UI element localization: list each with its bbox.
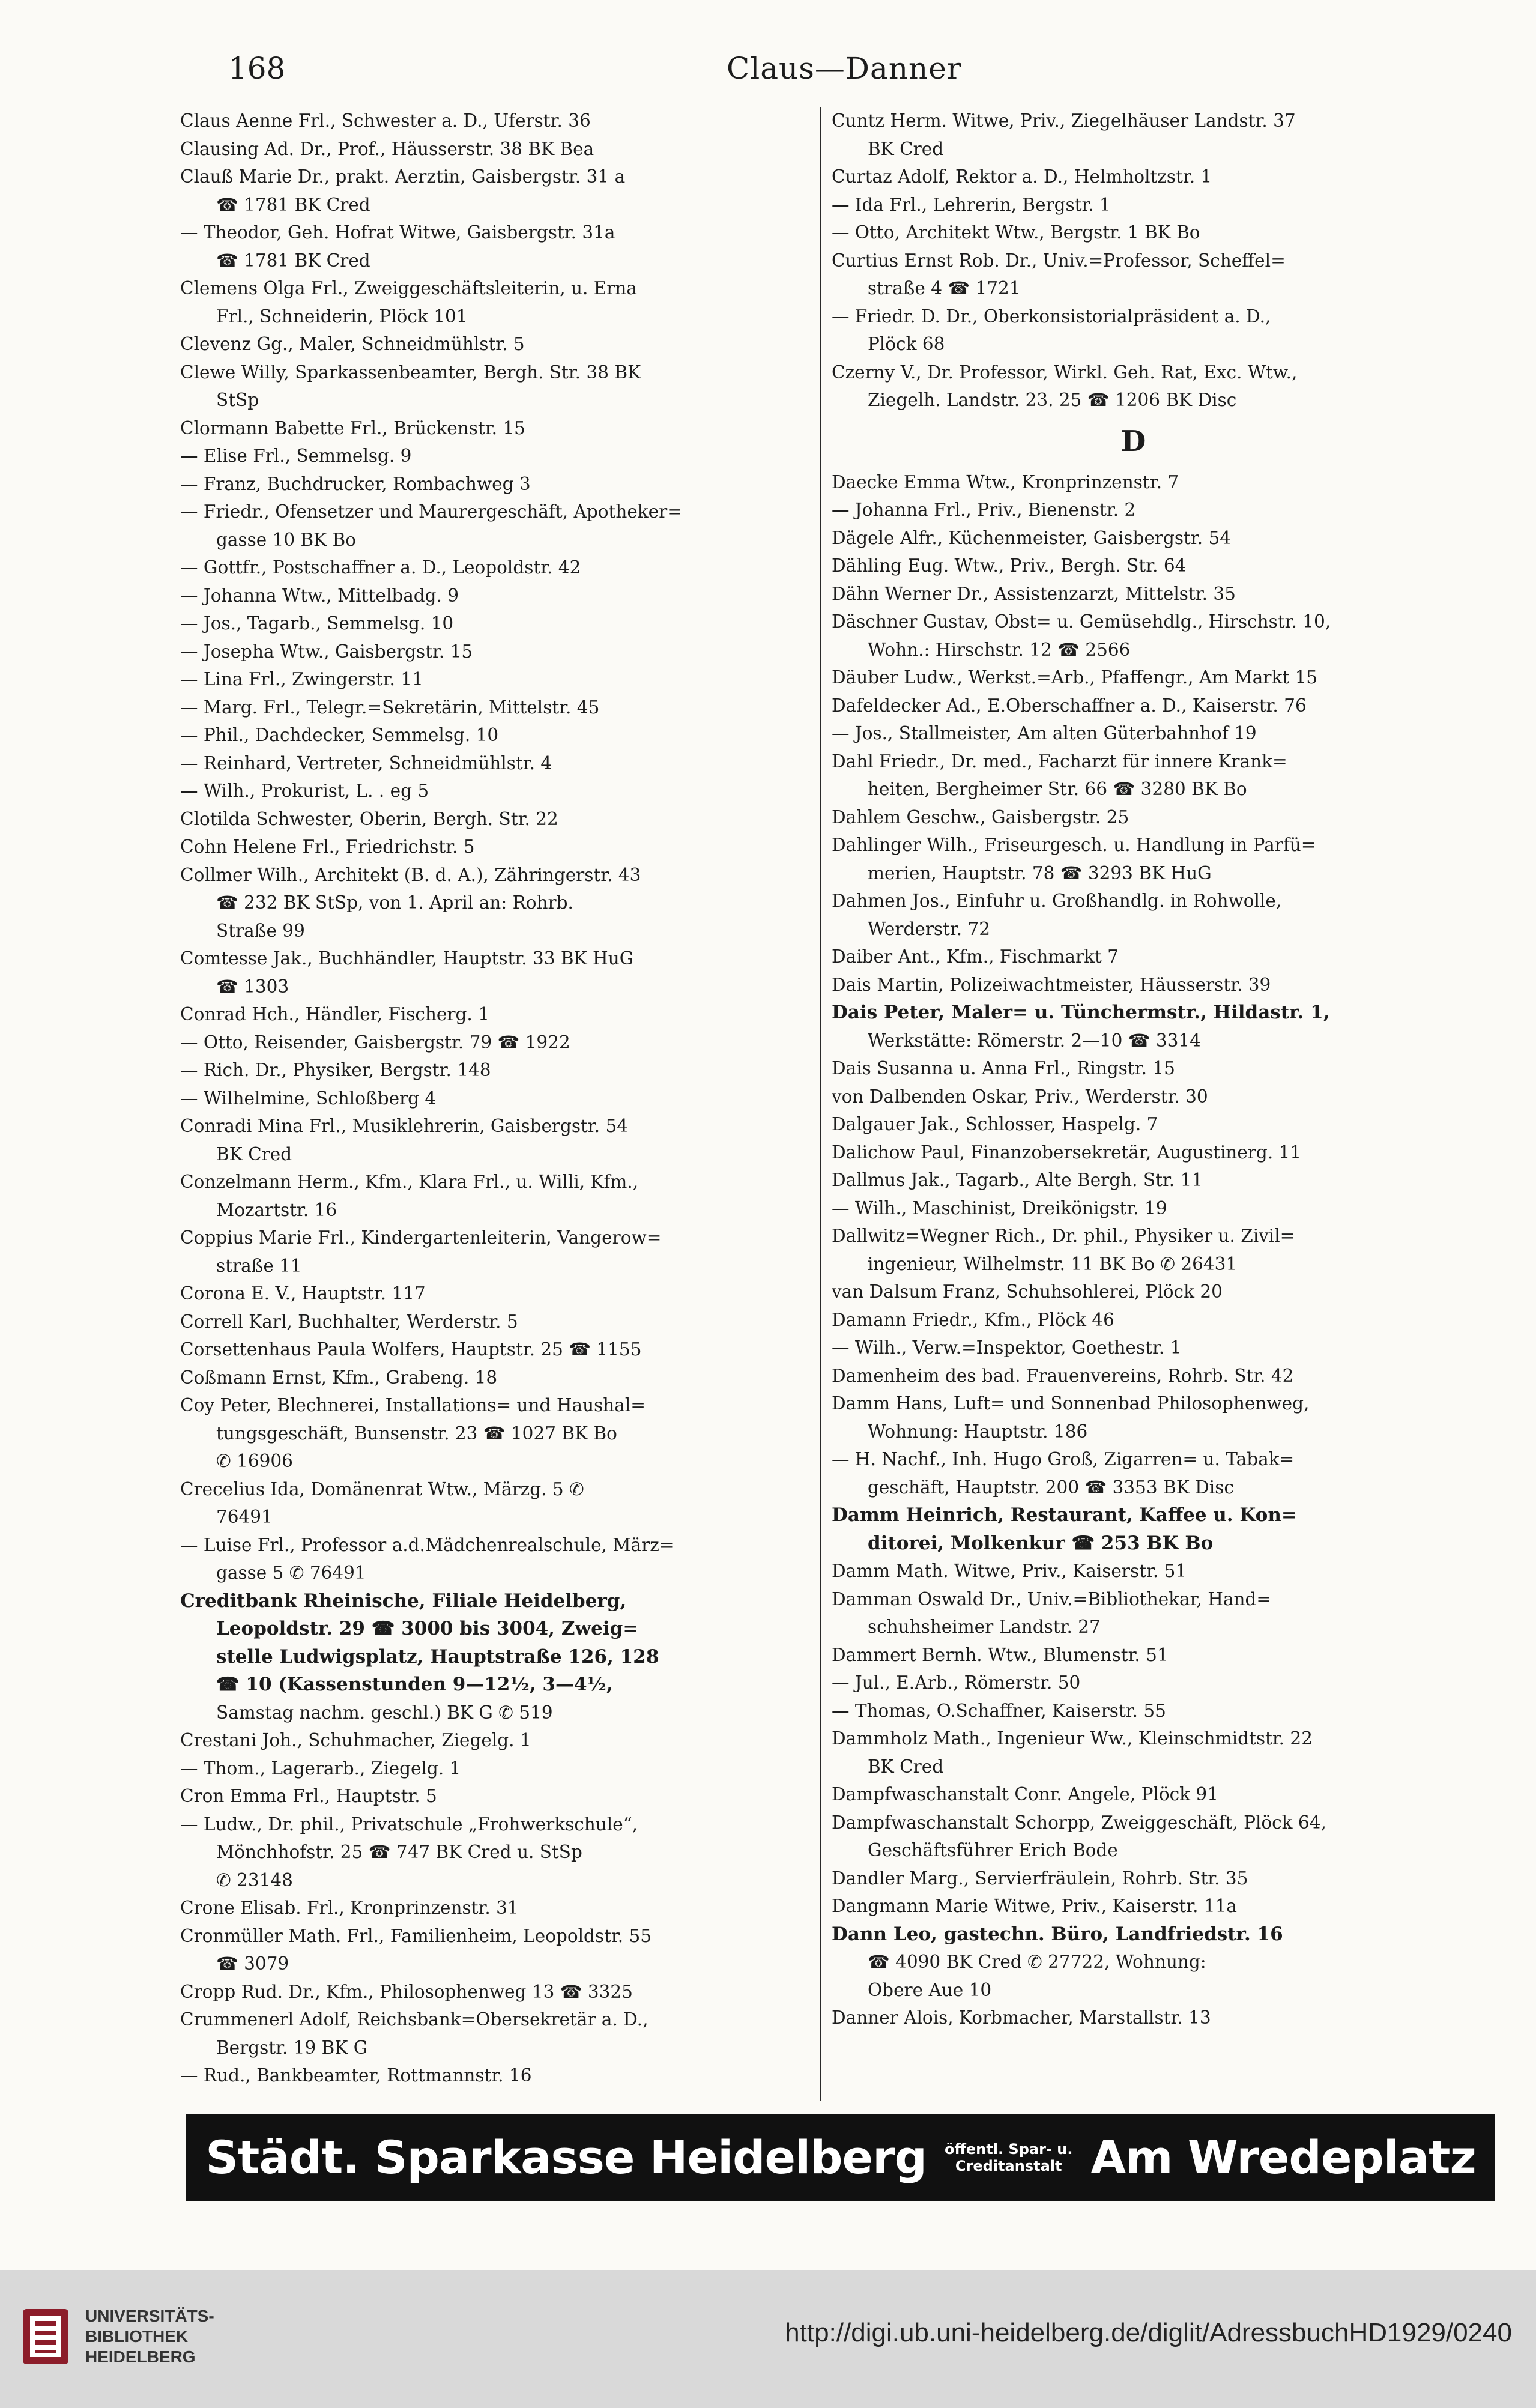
directory-entry: Straße 99 bbox=[216, 920, 305, 941]
directory-entry: Claus Aenne Frl., Schwester a. D., Uferstr. 36 bbox=[180, 110, 591, 131]
directory-entry: Dahlinger Wilh., Friseurgesch. u. Handlung in Parfü= bbox=[832, 835, 1316, 855]
directory-entry: ☎ 1781 BK Cred bbox=[216, 194, 370, 215]
directory-entry: Clausing Ad. Dr., Prof., Häusserstr. 38 BK Bea bbox=[180, 138, 594, 159]
directory-entry: — Jos., Stallmeister, Am alten Güterbahnhof 19 bbox=[832, 723, 1257, 743]
directory-entry: — Johanna Wtw., Mittelbadg. 9 bbox=[180, 585, 459, 606]
banner-title: Städt. Sparkasse Heidelberg bbox=[205, 2131, 927, 2184]
directory-entry: — Josepha Wtw., Gaisbergstr. 15 bbox=[180, 641, 473, 662]
directory-entry: Conrad Hch., Händler, Fischerg. 1 bbox=[180, 1004, 489, 1024]
directory-entry: Cronmüller Math. Frl., Familienheim, Leopoldstr. 55 bbox=[180, 1925, 652, 1946]
directory-entry: Ziegelh. Landstr. 23. 25 ☎ 1206 BK Disc bbox=[868, 390, 1237, 410]
directory-entry: gasse 10 BK Bo bbox=[216, 529, 357, 550]
directory-entry: — Franz, Buchdrucker, Rombachweg 3 bbox=[180, 473, 531, 494]
directory-entry: — Rich. Dr., Physiker, Bergstr. 148 bbox=[180, 1060, 491, 1080]
directory-entry: Leopoldstr. 29 ☎ 3000 bis 3004, Zweig= bbox=[216, 1618, 639, 1639]
directory-entry: ☎ 4090 BK Cred ✆ 27722, Wohnung: bbox=[868, 1952, 1206, 1972]
directory-entry: Dahmen Jos., Einfuhr u. Großhandlg. in Rohwolle, bbox=[832, 891, 1282, 911]
directory-entry: Crestani Joh., Schuhmacher, Ziegelg. 1 bbox=[180, 1730, 531, 1750]
directory-entry: Dalgauer Jak., Schlosser, Haspelg. 7 bbox=[832, 1114, 1158, 1134]
directory-entry: — Ida Frl., Lehrerin, Bergstr. 1 bbox=[832, 194, 1111, 215]
directory-entry: Dais Martin, Polizeiwachtmeister, Häusserstr. 39 bbox=[832, 974, 1271, 995]
directory-entry: — Wilhelmine, Schloßberg 4 bbox=[180, 1088, 437, 1109]
directory-entry: Wohnung: Hauptstr. 186 bbox=[868, 1421, 1088, 1442]
directory-entry: Damm Hans, Luft= und Sonnenbad Philosophenweg, bbox=[832, 1393, 1310, 1414]
directory-entry: Däschner Gustav, Obst= u. Gemüsehdlg., Hirschstr. 10, bbox=[832, 611, 1331, 632]
directory-entry: — Phil., Dachdecker, Semmelsg. 10 bbox=[180, 725, 499, 745]
directory-entry: Dampfwaschanstalt Conr. Angele, Plöck 91 bbox=[832, 1784, 1218, 1804]
library-name-line1: UNIVERSITÄTS- bbox=[85, 2307, 214, 2325]
directory-entry: straße 11 bbox=[216, 1255, 302, 1276]
directory-entry: Daiber Ant., Kfm., Fischmarkt 7 bbox=[832, 946, 1119, 967]
directory-entry: Curtius Ernst Rob. Dr., Univ.=Professor, Scheffel= bbox=[832, 250, 1286, 271]
directory-entry: ✆ 23148 bbox=[216, 1869, 293, 1890]
directory-entry: von Dalbenden Oskar, Priv., Werderstr. 30 bbox=[832, 1086, 1208, 1107]
directory-entry: — Elise Frl., Semmelsg. 9 bbox=[180, 446, 412, 466]
directory-entry: Cropp Rud. Dr., Kfm., Philosophenweg 13 ☎ 3325 bbox=[180, 1981, 633, 2002]
directory-entry: Dähn Werner Dr., Assistenzarzt, Mittelstr. 35 bbox=[832, 583, 1236, 604]
directory-entry: Damm Math. Witwe, Priv., Kaiserstr. 51 bbox=[832, 1561, 1187, 1581]
section-letter-heading: D bbox=[1120, 424, 1146, 458]
running-head: Claus—Danner bbox=[727, 51, 962, 86]
directory-entry: — Luise Frl., Professor a.d.Mädchenrealschule, März= bbox=[180, 1534, 674, 1555]
library-name-line2: BIBLIOTHEK bbox=[85, 2327, 189, 2346]
right-column bbox=[832, 107, 1435, 2032]
directory-entry: Conzelmann Herm., Kfm., Klara Frl., u. Willi, Kfm., bbox=[180, 1172, 639, 1192]
directory-entry: — Johanna Frl., Priv., Bienenstr. 2 bbox=[832, 500, 1136, 520]
directory-entry: schuhsheimer Landstr. 27 bbox=[868, 1617, 1101, 1637]
directory-entry: Bergstr. 19 BK G bbox=[216, 2037, 368, 2058]
directory-entry: BK Cred bbox=[868, 1756, 944, 1777]
directory-entry: Coßmann Ernst, Kfm., Grabeng. 18 bbox=[180, 1367, 498, 1388]
directory-entry: — Thom., Lagerarb., Ziegelg. 1 bbox=[180, 1758, 461, 1779]
directory-entry: Crone Elisab. Frl., Kronprinzenstr. 31 bbox=[180, 1898, 519, 1918]
advertisement-banner bbox=[186, 2114, 1495, 2201]
directory-entry: — Otto, Architekt Wtw., Bergstr. 1 BK Bo bbox=[832, 222, 1200, 243]
source-url[interactable]: http://digi.ub.uni-heidelberg.de/diglit/AdressbuchHD1929/0240 bbox=[785, 2318, 1512, 2347]
directory-entry: Clevenz Gg., Maler, Schneidmühlstr. 5 bbox=[180, 334, 525, 354]
directory-entry: — Gottfr., Postschaffner a. D., Leopoldstr. 42 bbox=[180, 557, 581, 578]
directory-entry: Creditbank Rheinische, Filiale Heidelberg, bbox=[180, 1590, 627, 1612]
directory-entry: ingenieur, Wilhelmstr. 11 BK Bo ✆ 26431 bbox=[868, 1253, 1238, 1274]
directory-entry: Dalichow Paul, Finanzobersekretär, Augustinerg. 11 bbox=[832, 1142, 1301, 1163]
directory-entry: Corsettenhaus Paula Wolfers, Hauptstr. 25 ☎ 1155 bbox=[180, 1339, 642, 1360]
directory-entry: ☎ 232 BK StSp, von 1. April an: Rohrb. bbox=[216, 892, 573, 913]
directory-entry: — Rud., Bankbeamter, Rottmannstr. 16 bbox=[180, 2065, 532, 2086]
page-number: 168 bbox=[228, 51, 286, 86]
directory-entry: Clotilda Schwester, Oberin, Bergh. Str. 22 bbox=[180, 808, 558, 829]
directory-entry: Dampfwaschanstalt Schorpp, Zweiggeschäft, Plöck 64, bbox=[832, 1812, 1326, 1833]
directory-entry: Curtaz Adolf, Rektor a. D., Helmholtzstr. 1 bbox=[832, 166, 1212, 187]
directory-entry: Dägele Alfr., Küchenmeister, Gaisbergstr. 54 bbox=[832, 527, 1232, 548]
directory-entry: — Wilh., Verw.=Inspektor, Goethestr. 1 bbox=[832, 1337, 1182, 1358]
directory-entry: Cron Emma Frl., Hauptstr. 5 bbox=[180, 1786, 437, 1806]
directory-entry: Damman Oswald Dr., Univ.=Bibliothekar, Hand= bbox=[832, 1588, 1272, 1609]
directory-entry: Coy Peter, Blechnerei, Installations= und Haushal= bbox=[180, 1395, 646, 1415]
directory-entry: — Otto, Reisender, Gaisbergstr. 79 ☎ 1922 bbox=[180, 1032, 570, 1053]
directory-entry: Dann Leo, gastechn. Büro, Landfriedstr. 16 bbox=[832, 1923, 1283, 1945]
directory-entry: — Jul., E.Arb., Römerstr. 50 bbox=[832, 1672, 1081, 1693]
directory-entry: van Dalsum Franz, Schuhsohlerei, Plöck 20 bbox=[832, 1281, 1223, 1302]
directory-entry: merien, Hauptstr. 78 ☎ 3293 BK HuG bbox=[868, 862, 1212, 883]
directory-entry: — Wilh., Prokurist, L. . eg 5 bbox=[180, 781, 429, 801]
directory-entry: Geschäftsführer Erich Bode bbox=[868, 1840, 1118, 1860]
directory-entry: BK Cred bbox=[868, 138, 944, 159]
library-seal-icon bbox=[22, 2308, 70, 2365]
directory-entry: straße 4 ☎ 1721 bbox=[868, 278, 1021, 298]
directory-entry: — H. Nachf., Inh. Hugo Groß, Zigarren= u. Tabak= bbox=[832, 1449, 1295, 1469]
directory-entry: Samstag nachm. geschl.) BK G ✆ 519 bbox=[216, 1702, 553, 1723]
directory-entry: — Lina Frl., Zwingerstr. 11 bbox=[180, 669, 423, 689]
directory-entry: — Theodor, Geh. Hofrat Witwe, Gaisbergstr. 31a bbox=[180, 222, 615, 243]
directory-entry: Damm Heinrich, Restaurant, Kaffee u. Kon= bbox=[832, 1504, 1297, 1526]
directory-entry: BK Cred bbox=[216, 1143, 292, 1164]
directory-entry: Correll Karl, Buchhalter, Werderstr. 5 bbox=[180, 1311, 518, 1332]
directory-entry: StSp bbox=[216, 390, 259, 410]
directory-entry: Coppius Marie Frl., Kindergartenleiterin, Vangerow= bbox=[180, 1227, 662, 1248]
directory-entry: Crecelius Ida, Domänenrat Wtw., Märzg. 5 ✆ bbox=[180, 1478, 584, 1499]
directory-entry: Clormann Babette Frl., Brückenstr. 15 bbox=[180, 417, 525, 438]
directory-entry: Danner Alois, Korbmacher, Marstallstr. 13 bbox=[832, 2007, 1211, 2028]
directory-entry: Dahlem Geschw., Gaisbergstr. 25 bbox=[832, 806, 1129, 827]
directory-entry: 76491 bbox=[216, 1507, 273, 1527]
left-column bbox=[180, 107, 784, 2090]
library-name-line3: HEIDELBERG bbox=[85, 2347, 196, 2366]
directory-entry: Dais Peter, Maler= u. Tünchermstr., Hildastr. 1, bbox=[832, 1002, 1330, 1023]
banner-subtitle bbox=[945, 2141, 1072, 2174]
directory-entry: Daecke Emma Wtw., Kronprinzenstr. 7 bbox=[832, 471, 1179, 492]
directory-entry: Dais Susanna u. Anna Frl., Ringstr. 15 bbox=[832, 1058, 1175, 1078]
directory-entry: ☎ 10 (Kassenstunden 9—12½, 3—4½, bbox=[216, 1674, 613, 1695]
directory-entry: Däuber Ludw., Werkst.=Arb., Pfaffengr., Am Markt 15 bbox=[832, 667, 1318, 688]
directory-entry: Dallmus Jak., Tagarb., Alte Bergh. Str. 11 bbox=[832, 1170, 1203, 1190]
directory-entry: — Marg. Frl., Telegr.=Sekretärin, Mittelstr. 45 bbox=[180, 697, 600, 718]
directory-entry: — Ludw., Dr. phil., Privatschule „Frohwerkschule“, bbox=[180, 1814, 638, 1835]
directory-entry: Werderstr. 72 bbox=[868, 918, 991, 939]
directory-entry: Cohn Helene Frl., Friedrichstr. 5 bbox=[180, 836, 475, 857]
directory-entry: — Wilh., Maschinist, Dreikönigstr. 19 bbox=[832, 1197, 1167, 1218]
banner-location: Am Wredeplatz bbox=[1090, 2131, 1476, 2184]
directory-entry: — Jos., Tagarb., Semmelsg. 10 bbox=[180, 613, 454, 634]
directory-entry: Dammholz Math., Ingenieur Ww., Kleinschmidtstr. 22 bbox=[832, 1728, 1313, 1749]
viewer-footer bbox=[0, 2270, 1536, 2408]
directory-entry: ✆ 16906 bbox=[216, 1451, 293, 1471]
directory-entry: Dähling Eug. Wtw., Priv., Bergh. Str. 64 bbox=[832, 555, 1187, 576]
directory-entry: ☎ 3079 bbox=[216, 1953, 289, 1974]
directory-entry: Czerny V., Dr. Professor, Wirkl. Geh. Rat, Exc. Wtw., bbox=[832, 362, 1298, 383]
directory-entry: ☎ 1781 BK Cred bbox=[216, 250, 370, 271]
directory-entry: Mozartstr. 16 bbox=[216, 1199, 337, 1220]
directory-entry: Frl., Schneiderin, Plöck 101 bbox=[216, 306, 468, 327]
directory-entry: Corona E. V., Hauptstr. 117 bbox=[180, 1283, 426, 1304]
directory-entry: Clemens Olga Frl., Zweiggeschäftsleiterin, u. Erna bbox=[180, 278, 637, 298]
directory-entry: — Thomas, O.Schaffner, Kaiserstr. 55 bbox=[832, 1700, 1166, 1721]
directory-entry: Wohn.: Hirschstr. 12 ☎ 2566 bbox=[868, 639, 1131, 660]
directory-entry: Werkstätte: Römerstr. 2—10 ☎ 3314 bbox=[868, 1030, 1201, 1051]
directory-entry: heiten, Bergheimer Str. 66 ☎ 3280 BK Bo bbox=[868, 779, 1247, 799]
banner-subtitle-line2: Creditanstalt bbox=[955, 2157, 1062, 2174]
directory-entry: Dandler Marg., Servierfräulein, Rohrb. Str. 35 bbox=[832, 1868, 1248, 1889]
directory-entry: Obere Aue 10 bbox=[868, 1979, 992, 2000]
directory-entry: — Friedr., Ofensetzer und Maurergeschäft, Apotheker= bbox=[180, 501, 682, 522]
banner-subtitle-line1: öffentl. Spar- u. bbox=[944, 2140, 1073, 2158]
directory-entry: Damenheim des bad. Frauenvereins, Rohrb. Str. 42 bbox=[832, 1365, 1294, 1386]
directory-entry: Dafeldecker Ad., E.Oberschaffner a. D., Kaiserstr. 76 bbox=[832, 695, 1307, 716]
directory-entry: Dahl Friedr., Dr. med., Facharzt für innere Krank= bbox=[832, 751, 1287, 772]
directory-entry: Clewe Willy, Sparkassenbeamter, Bergh. Str. 38 BK bbox=[180, 362, 641, 383]
directory-entry: Mönchhofstr. 25 ☎ 747 BK Cred u. StSp bbox=[216, 1842, 582, 1862]
library-logo[interactable] bbox=[22, 2306, 214, 2367]
directory-entry: ☎ 1303 bbox=[216, 976, 289, 997]
directory-entry: Collmer Wilh., Architekt (B. d. A.), Zähringerstr. 43 bbox=[180, 864, 641, 885]
directory-entry: Clauß Marie Dr., prakt. Aerztin, Gaisbergstr. 31 a bbox=[180, 166, 626, 187]
directory-entry: Comtesse Jak., Buchhändler, Hauptstr. 33 BK HuG bbox=[180, 948, 634, 969]
directory-entry: Damann Friedr., Kfm., Plöck 46 bbox=[832, 1309, 1114, 1330]
column-divider bbox=[820, 107, 821, 2101]
directory-entry: — Reinhard, Vertreter, Schneidmühlstr. 4 bbox=[180, 752, 552, 773]
directory-entry: Dammert Bernh. Wtw., Blumenstr. 51 bbox=[832, 1644, 1169, 1665]
library-name bbox=[85, 2306, 214, 2367]
directory-entry: geschäft, Hauptstr. 200 ☎ 3353 BK Disc bbox=[868, 1477, 1234, 1498]
directory-entry: tungsgeschäft, Bunsenstr. 23 ☎ 1027 BK Bo bbox=[216, 1423, 617, 1444]
directory-entry: Crummenerl Adolf, Reichsbank=Obersekretär a. D., bbox=[180, 2009, 649, 2030]
directory-entry: ditorei, Molkenkur ☎ 253 BK Bo bbox=[868, 1532, 1214, 1554]
directory-entry: gasse 5 ✆ 76491 bbox=[216, 1562, 366, 1583]
directory-entry: Dallwitz=Wegner Rich., Dr. phil., Physiker u. Zivil= bbox=[832, 1226, 1295, 1246]
directory-entry: stelle Ludwigsplatz, Hauptstraße 126, 128 bbox=[216, 1645, 659, 1668]
directory-entry: Conradi Mina Frl., Musiklehrerin, Gaisbergstr. 54 bbox=[180, 1116, 629, 1136]
directory-entry: — Friedr. D. Dr., Oberkonsistorialpräsident a. D., bbox=[832, 306, 1271, 327]
directory-entry: Plöck 68 bbox=[868, 334, 945, 354]
directory-entry: Dangmann Marie Witwe, Priv., Kaiserstr. 11a bbox=[832, 1896, 1237, 1916]
directory-entry: Cuntz Herm. Witwe, Priv., Ziegelhäuser Landstr. 37 bbox=[832, 110, 1296, 131]
